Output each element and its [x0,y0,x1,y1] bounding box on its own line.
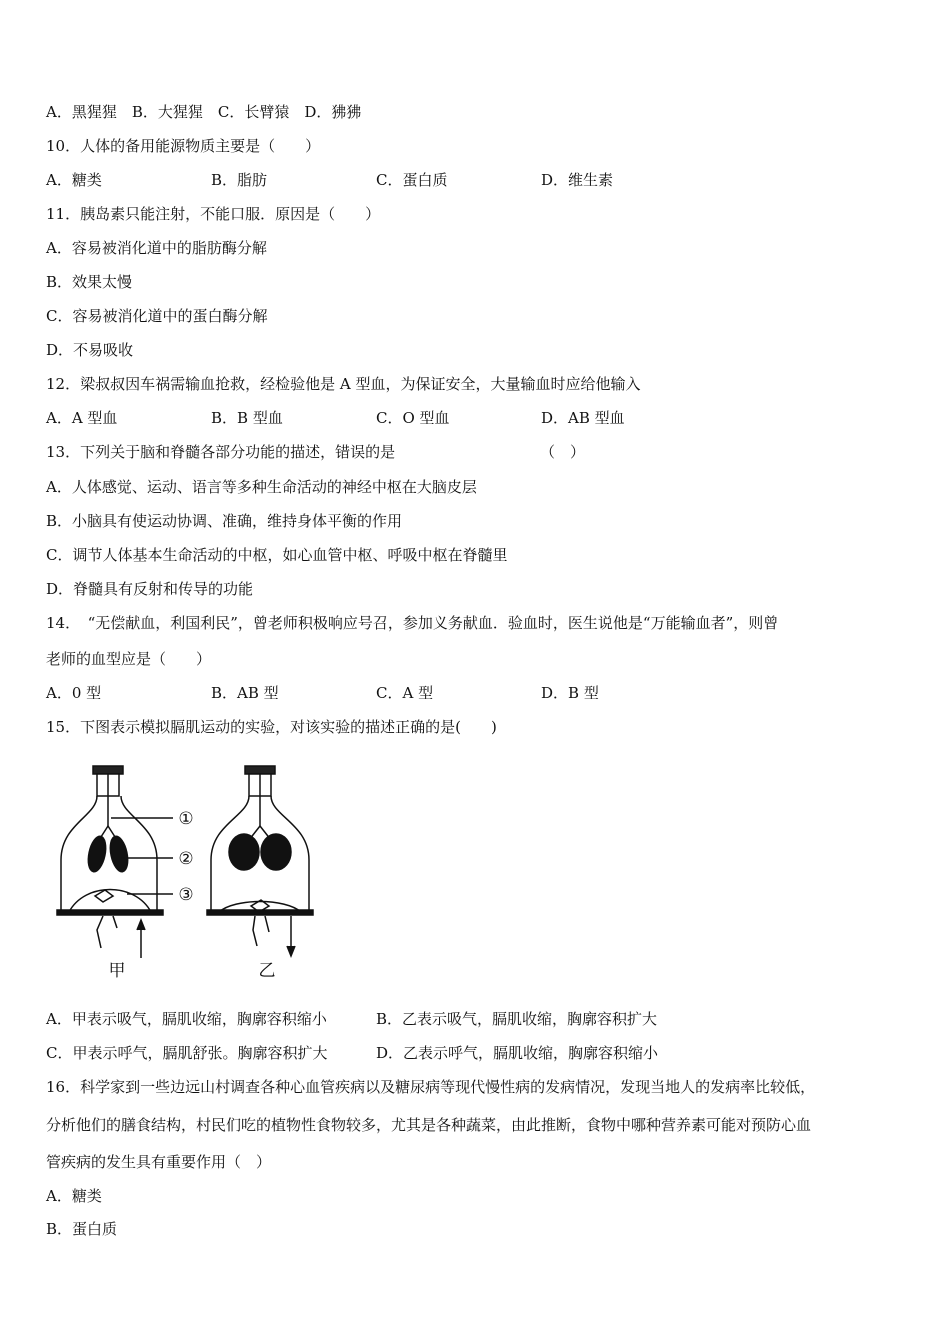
q13-option-c: C．调节人体基本生命活动的中枢，如心血管中枢、呼吸中枢在脊髓里 [46,546,508,564]
q15-option-a: A．甲表示吸气，膈肌收缩，胸廓容积缩小 [46,1010,327,1028]
q13-option-b: B．小脑具有使运动协调、准确，维持身体平衡的作用 [46,512,403,530]
q12-option-a: A．A 型血 [46,409,118,427]
q12-stem: 12．梁叔叔因车祸需输血抢救，经检验他是 A 型血，为保证安全，大量输血时应给他输入 [46,375,641,393]
q16-stem-line1: 16．科学家到一些边远山村调查各种心血管疾病以及糖尿病等现代慢性病的发病情况，发现当地人的发病率比较低， [46,1078,816,1096]
q12-option-c: C．O 型血 [376,409,450,427]
q10-option-d: D．维生素 [541,171,614,189]
q14-stem-line1: 14． “无偿献血，利国利民”，曾老师积极响应号召，参加义务献血．验血时，医生说他是“万能输血者”，则曾 [46,614,779,632]
q11-stem: 11．胰岛素只能注射，不能口服．原因是（ ） [46,205,381,223]
q14-stem-line2: 老师的血型应是（ ） [46,650,212,668]
jar-right [207,766,313,956]
q10-options [46,170,613,190]
q14-option-d: D．B 型 [541,684,599,702]
q13-option-a: A．人体感觉、运动、语言等多种生命活动的神经中枢在大脑皮层 [46,478,477,496]
q13-stem: 13．下列关于脑和脊髓各部分功能的描述，错误的是 [46,443,396,461]
q10-option-b: B．脂肪 [211,171,268,189]
marker-3: ③ [178,885,194,905]
q15-options-row1 [46,1009,657,1029]
q12-options [46,408,625,428]
q11-option-b: B．效果太慢 [46,273,133,291]
q14-option-a: A．0 型 [46,684,102,702]
q16-stem-line2: 分析他们的膳食结构，村民们吃的植物性食物较多，尤其是各种蔬菜，由此推断，食物中哪种营养素可能对预防心血 [46,1116,812,1134]
q15-option-d: D．乙表示呼气，膈肌收缩，胸廓容积缩小 [376,1044,659,1062]
q16-stem-line3: 管疾病的发生具有重要作用（ ） [46,1153,272,1171]
q9-options: A．黑猩猩 B．大猩猩 C．长臂猿 D．狒狒 [46,103,362,121]
q16-option-a: A．糖类 [46,1187,102,1205]
q10-option-a: A．糖类 [46,171,102,189]
q14-options [46,683,599,703]
q13-answer-paren: （ ） [540,443,586,461]
q12-option-b: B．B 型血 [211,409,283,427]
marker-1: ① [178,809,194,829]
q15-option-b: B．乙表示吸气，膈肌收缩，胸廓容积扩大 [376,1010,658,1028]
q15-options-row2 [46,1043,658,1063]
q15-option-c: C．甲表示呼气，膈肌舒张。胸廓容积扩大 [46,1044,328,1062]
label-yi: 乙 [258,961,276,981]
q11-option-d: D．不易吸收 [46,341,134,359]
q11-option-a: A．容易被消化道中的脂肪酶分解 [46,239,267,257]
q10-option-c: C．蛋白质 [376,171,448,189]
q16-option-b: B．蛋白质 [46,1220,118,1238]
q13-option-d: D．脊髓具有反射和传导的功能 [46,580,254,598]
marker-2: ② [178,849,194,869]
label-jia: 甲 [108,961,126,981]
q12-option-d: D．AB 型血 [541,409,625,427]
jar-left [57,766,173,958]
q14-option-b: B．AB 型 [211,684,279,702]
q14-option-c: C．A 型 [376,684,434,702]
q11-option-c: C．容易被消化道中的蛋白酶分解 [46,307,268,325]
q15-stem: 15．下图表示模拟膈肌运动的实验，对该实验的描述正确的是( ) [46,718,497,736]
q10-stem: 10．人体的备用能源物质主要是（ ） [46,137,321,155]
diaphragm-model-figure [55,760,345,985]
